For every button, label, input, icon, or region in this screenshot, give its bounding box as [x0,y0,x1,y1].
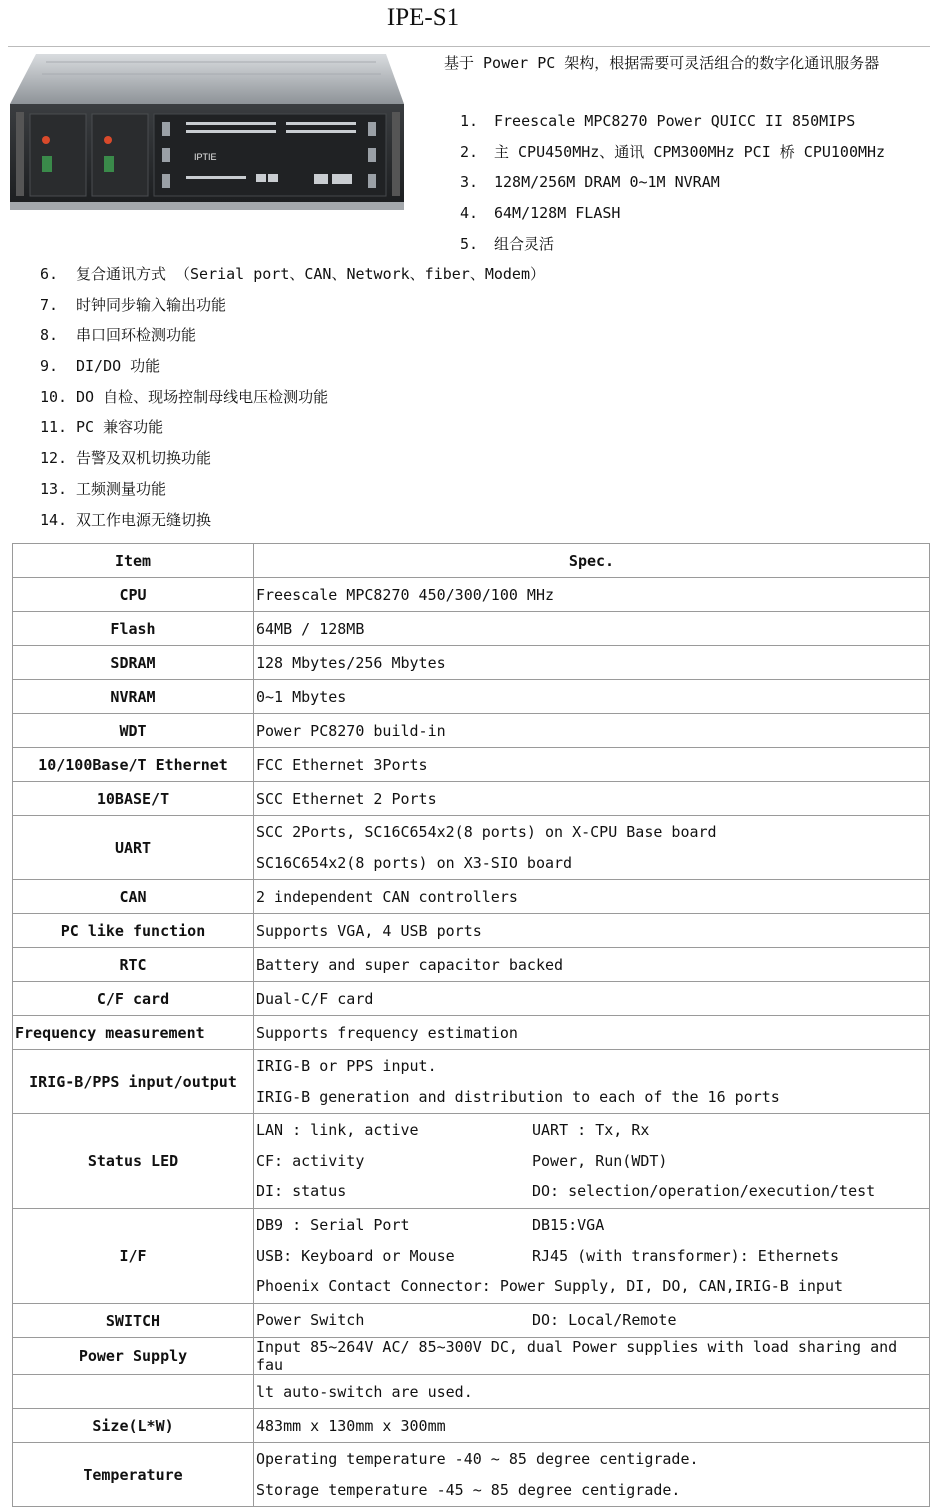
row-key: Flash [13,612,254,646]
feature-number: 1. [460,112,479,130]
feature-text: 复合通讯方式 （Serial port、CAN、Network、fiber、Modem） [76,265,545,283]
row-key: PC like function [13,914,254,948]
value-line: SC16C654x2(8 ports) on X3-SIO board [256,853,573,872]
value-line: SCC 2Ports, SC16C654x2(8 ports) on X-CPU Base board [256,823,717,841]
row-key: IRIG-B/PPS input/output [13,1050,254,1114]
table-row [13,1016,930,1050]
table-row [13,578,930,612]
feature-text: DI/DO 功能 [76,357,161,376]
feature-list-upper [460,106,885,259]
table-row [13,646,930,680]
feature-number: 9. [40,357,59,376]
feature-item [40,382,545,413]
row-key: Power Supply [13,1338,254,1375]
table-row [13,1304,930,1338]
row-value [254,1050,930,1114]
value-line: DB9 : Serial Port DB15:VGA [256,1216,605,1235]
row-value: Power PC8270 build-in [254,714,930,748]
feature-text: 串口回环检测功能 [76,326,197,345]
table-row [13,1338,930,1375]
feature-number: 11. [40,418,68,437]
table-row [13,782,930,816]
feature-number: 3. [460,173,479,192]
value-line: Phoenix Contact Connector: Power Supply, DI, DO, CAN,IRIG-B input [256,1277,843,1296]
row-value: 0~1 Mbytes [254,680,930,714]
row-value: Input 85~264V AC/ 85~300V DC, dual Power supplies with load sharing and fau [254,1338,930,1375]
row-key: C/F card [13,982,254,1016]
row-key: Frequency measurement [13,1016,254,1050]
device-photo [6,52,406,212]
row-key: I/F [13,1209,254,1304]
row-value: 128 Mbytes/256 Mbytes [254,646,930,680]
feature-text: 双工作电源无缝切换 [76,510,212,529]
row-value [254,1443,930,1507]
value-line: USB: Keyboard or Mouse RJ45 (with transformer): Ethernets [256,1246,840,1265]
page-title: IPE-S1 [386,4,460,31]
feature-item [460,106,885,137]
row-value: Freescale MPC8270 450/300/100 MHz [254,578,930,612]
feature-number: 5. [460,234,479,253]
row-value: 64MB / 128MB [254,612,930,646]
row-value: SCC Ethernet 2 Ports [254,782,930,816]
feature-text: Freescale MPC8270 Power QUICC II 850MIPS [494,112,856,130]
feature-text: DO 自检、现场控制母线电压检测功能 [76,387,329,406]
feature-number: 12. [40,449,68,468]
row-key: SDRAM [13,646,254,680]
table-row [13,982,930,1016]
feature-item [460,167,885,198]
row-value [254,1209,930,1304]
feature-item [40,351,545,382]
row-value: 2 independent CAN controllers [254,880,930,914]
feature-list-lower [40,259,545,535]
value-line: DI: status DO: selection/operation/execution/test [256,1182,876,1201]
header-spec: Spec. [254,544,930,578]
feature-item [40,412,545,443]
row-key: 10/100Base/T Ethernet [13,748,254,782]
value-line: IRIG-B or PPS input. [256,1057,437,1075]
feature-text: 告警及双机切换功能 [76,449,212,468]
table-row [13,1050,930,1114]
value-line: Operating temperature -40 ~ 85 degree centigrade. [256,1450,699,1468]
table-row [13,880,930,914]
table-row [13,1409,930,1443]
row-value: Dual-C/F card [254,982,930,1016]
feature-number: 4. [460,204,479,223]
row-key: NVRAM [13,680,254,714]
table-row [13,1443,930,1507]
value-line: CF: activity Power, Run(WDT) [256,1151,668,1170]
row-key: Temperature [13,1443,254,1507]
feature-text: 主 CPU450MHz、通讯 CPM300MHz PCI 桥 CPU100MHz [494,142,886,161]
feature-item [460,198,885,229]
feature-text: 时钟同步输入输出功能 [76,295,227,314]
row-value [254,1114,930,1209]
feature-text: 64M/128M FLASH [494,204,621,223]
feature-item [40,443,545,474]
row-value: Supports frequency estimation [254,1016,930,1050]
feature-number: 10. [40,387,68,406]
feature-item [40,505,545,536]
row-key: Size(L*W) [13,1409,254,1443]
row-key: RTC [13,948,254,982]
table-row [13,1114,930,1209]
feature-number: 14. [40,510,68,529]
feature-number: 13. [40,479,68,498]
feature-item [460,137,885,168]
row-key: 10BASE/T [13,782,254,816]
table-row [13,1209,930,1304]
table-row [13,680,930,714]
row-value [254,816,930,880]
feature-item [40,259,545,290]
feature-text: 工频测量功能 [76,479,167,498]
row-value: Power Switch DO: Local/Remote [254,1304,930,1338]
brand-logo: IPTIE [194,152,217,162]
row-key: WDT [13,714,254,748]
feature-item [460,229,885,260]
divider [8,46,930,47]
row-key-empty [13,1375,254,1409]
feature-number: 7. [40,295,59,314]
value-line: IRIG-B generation and distribution to each of the 16 ports [256,1087,780,1106]
row-value: Battery and super capacitor backed [254,948,930,982]
feature-item [40,290,545,321]
row-key: UART [13,816,254,880]
row-key: CAN [13,880,254,914]
table-row [13,914,930,948]
spec-table [12,543,930,1507]
table-row [13,948,930,982]
feature-text: 128M/256M DRAM 0~1M NVRAM [494,173,720,192]
table-row [13,748,930,782]
table-header-row [13,544,930,578]
row-key: SWITCH [13,1304,254,1338]
feature-number: 2. [460,142,479,161]
feature-text: PC 兼容功能 [76,418,164,437]
table-row [13,714,930,748]
row-value: lt auto-switch are used. [254,1375,930,1409]
row-value: FCC Ethernet 3Ports [254,748,930,782]
feature-number: 6. [40,265,59,283]
feature-item [40,474,545,505]
value-line: LAN : link, active UART : Tx, Rx [256,1121,650,1140]
table-row [13,816,930,880]
header-item: Item [13,544,254,578]
row-value: 483mm x 130mm x 300mm [254,1409,930,1443]
intro-text: 基于 Power PC 架构，根据需要可灵活组合的数字化通讯服务器 [444,54,880,72]
row-key: CPU [13,578,254,612]
feature-text: 组合灵活 [494,234,555,253]
value-line: Storage temperature -45 ~ 85 degree centigrade. [256,1480,681,1499]
feature-number: 8. [40,326,59,345]
row-value: Supports VGA, 4 USB ports [254,914,930,948]
table-row [13,1375,930,1409]
table-row [13,612,930,646]
feature-item [40,320,545,351]
row-key: Status LED [13,1114,254,1209]
